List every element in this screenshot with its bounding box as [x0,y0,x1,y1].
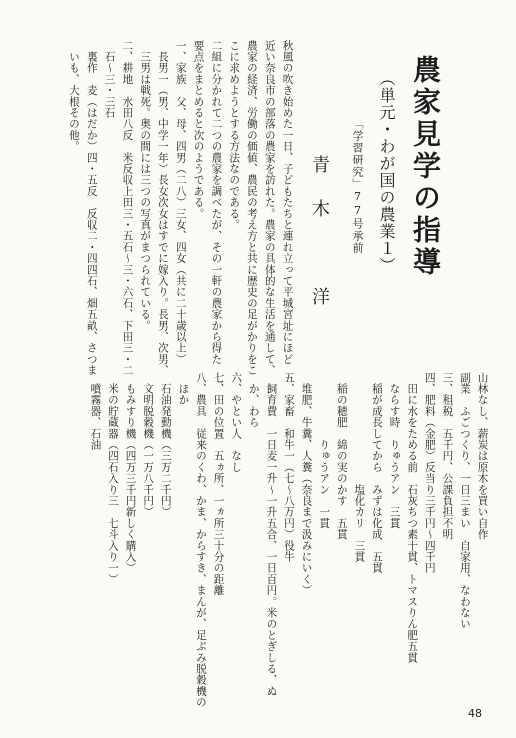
text-line: か、わら [247,372,260,428]
text-line: ならす時 りゅうアン 三貫 [388,372,401,529]
source-note: 「学習研究」77号承前 [351,118,364,254]
text-line: 米の貯蔵器（四石入り三 七斗入り一） [106,372,119,585]
text-line: もみすり機（四万三千円新しく購入） [124,372,137,574]
text-line: 堆肥、牛糞、人糞（奈良まで汲みにいく） [300,372,313,596]
text-line: 飼育費 一日麦一升～一升五合、一日百円。米のとぎしる、ぬ [265,372,278,697]
text-line: 三、租税 五千円、公課負担不明 [441,372,454,540]
text-line: りゅうアン 一貫 [318,372,331,529]
text-line: 文明脱穀機（一万八千円） [142,372,155,518]
text-line: 二組に分かれて二つの農家を調べたが、その一軒の農家から得た [210,40,223,365]
text-line: 石油発動機（三万二千円） [159,372,172,518]
text-line: 噴霧器、石油 [89,372,102,451]
text-line: 四、肥料（金肥）反当り三千円～四千円 [423,372,436,574]
text-line: 裏作 麦（はだか）四・五反 反収二・四四石、畑五畝、さつま [85,40,98,376]
text-line: 三男は戦死。奥の間には三つの写真がまつられている。 [139,40,152,332]
text-line: 秋風の吹き始めた一日、子どもたちと連れ立って平城宮址にほど [281,40,294,365]
article-subtitle: （単元・わが国の農業１） [377,70,396,274]
text-line: 二、耕地 水田八反 米反収上田三・五石～三・六石、下田三・二 [121,40,134,376]
text-line: 六、やとい人 なし [230,372,243,473]
text-line: 農家の経済、労働の価値、農民の考え方と共に歴史の足がかりをこ [245,40,258,376]
text-line: 石～三・三石 [103,40,116,119]
text-line: 長男一（男、中学一年）長女次女はすでに嫁入り。長男、次男、 [156,40,169,376]
article-title: 農家見学の指導 [409,55,442,279]
text-line: 塩化カリ 三貫 [353,372,366,563]
text-line: 一、家族 父、母、四男（二八）三女、四女（共に二十歳以上） [174,40,187,365]
text-line: 副業 ふごつくり、一日三まい 自家用、なわない [458,372,471,630]
text-line: いも、大根その他。 [67,40,80,152]
text-line: 田に水をためる前 石灰ちつ素十貫、トマスりん肥五貫 [406,372,419,664]
text-line: 七、田の位置 五ヵ所、一ヵ所三十分の距離 [212,372,225,596]
text-line: ほか [177,372,190,406]
text-line: 近い奈良市の部落の農家を訪れた。農家の具体的な生活を通して、 [263,40,276,376]
text-line: 五、家畜 和牛一（七～八万円）役牛 [282,372,295,563]
text-line: 要点をまとめると次のようである。 [192,40,205,220]
author-name: 青木 洋 [309,155,330,331]
text-line: 山林なし、薪炭は原木を買い自作 [476,372,489,540]
text-line: こに求めようとする方法なのである。 [228,40,241,231]
text-line: 稲が成長してから みずは化成 五貫 [370,372,383,574]
text-line: 稲の穂肥 綿の実のかす 五貫 [335,372,348,540]
page-number: 48 [468,707,482,720]
text-line: 八、農具 従来のくわ、かま、からすき、まんが、足ぶみ脱穀機の [194,372,207,708]
